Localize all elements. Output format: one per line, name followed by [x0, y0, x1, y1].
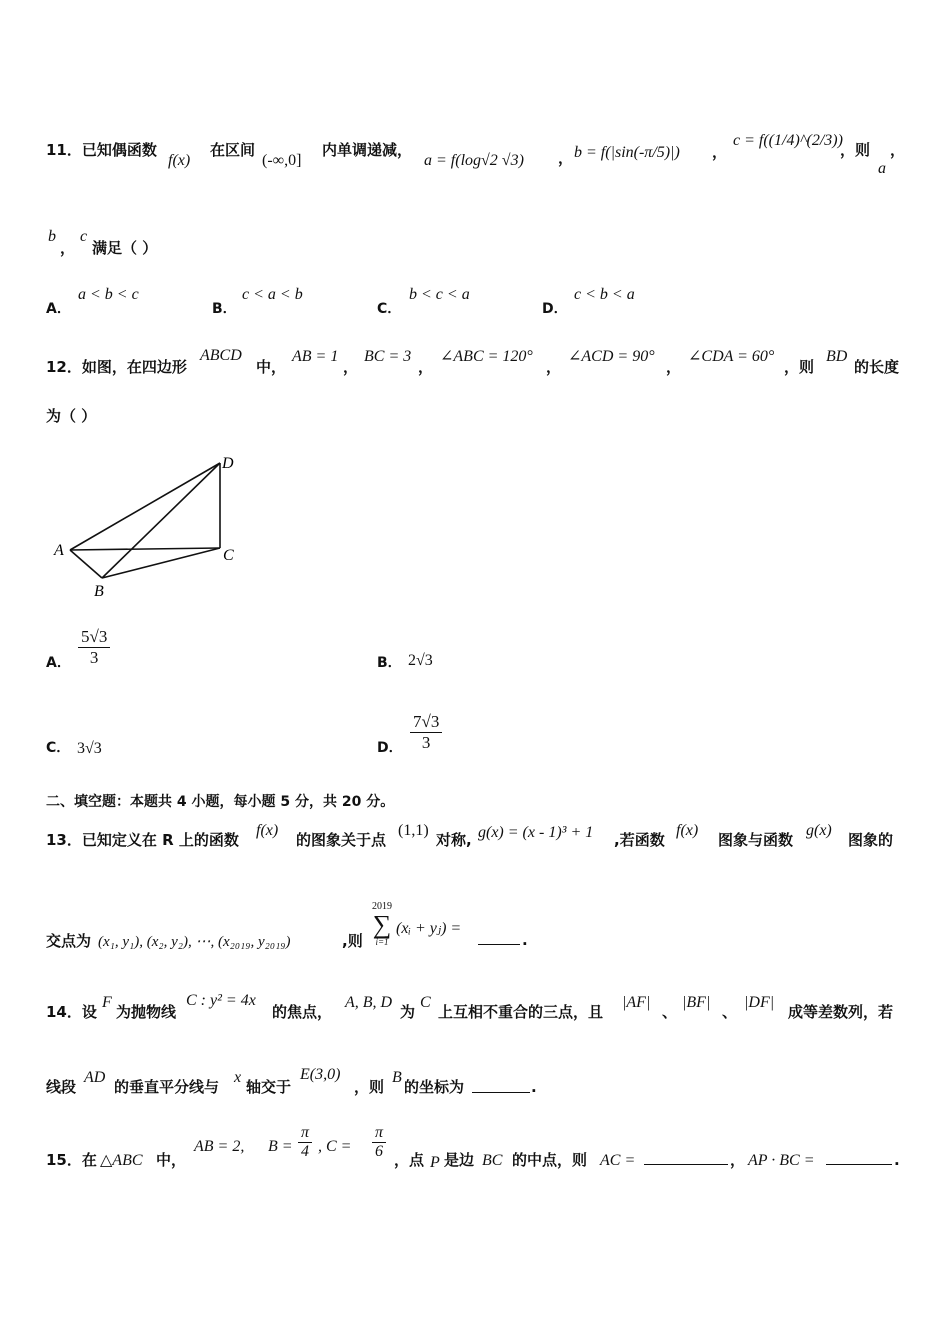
q12-option-c[interactable]: 3√3	[77, 740, 102, 757]
q12-option-a[interactable]	[78, 627, 110, 668]
q12-line1	[46, 357, 187, 377]
q15-b-frac	[298, 1124, 312, 1161]
q13-fx2: f(x)	[676, 822, 699, 839]
q14-text11: 轴交于	[246, 1078, 292, 1096]
q12-option-a-num: 5√3	[78, 627, 110, 648]
q15-angle-b: B =	[268, 1138, 293, 1155]
q11-comma2: ，	[712, 143, 728, 161]
q11-var-c: c	[80, 228, 88, 245]
q12-bc: BC = 3	[364, 348, 412, 365]
q15-line1	[46, 1150, 97, 1170]
q14-text5: 上互相不重合的三点，且	[438, 1003, 604, 1021]
section-2-heading: 二、填空题：本题共 4 小题，每小题 5 分，共 20 分。	[46, 794, 395, 810]
q15-text: 在	[81, 1151, 97, 1169]
q12-abcd: ABCD	[200, 347, 242, 364]
q15-c-den: 6	[375, 1143, 383, 1160]
q11-text4: ，则	[840, 141, 871, 159]
q14-C: C	[420, 994, 431, 1011]
q15-ap-bc: AP · BC =	[748, 1152, 815, 1169]
q13-text8: ,则	[342, 932, 363, 950]
q14-df: |DF|	[744, 994, 775, 1011]
q14-B: B	[392, 1069, 402, 1086]
q14-af: |AF|	[622, 994, 651, 1011]
point-c-label: C	[223, 547, 234, 564]
q12-option-a-frac	[78, 627, 110, 668]
q11-line1	[46, 140, 157, 160]
q13-number: 13．	[46, 831, 82, 849]
q13-points: (x₁, y₁), (x₂, y₂), ⋯, (x₂₀₁₉, y₂₀₁₉)	[98, 934, 291, 950]
q13-period: .	[522, 931, 528, 949]
q15-b-den: 4	[301, 1143, 309, 1160]
q14-text13: 的坐标为	[404, 1078, 465, 1096]
q13-text5: 图象与函数	[718, 831, 794, 849]
q12-option-d-den: 3	[421, 733, 431, 752]
q12-comma3: ，	[546, 358, 562, 376]
point-b-label: B	[94, 583, 104, 600]
q15-text4: 是边	[444, 1151, 475, 1169]
q11-text3: 内单调递减，	[322, 141, 413, 159]
q11-option-b-label[interactable]: B．	[212, 301, 237, 317]
q14-text7: 、	[722, 1003, 738, 1021]
q14-text6: 、	[662, 1003, 678, 1021]
q13-text6: 图象的	[848, 831, 894, 849]
q12-angle-abc: ∠ABC = 120°	[440, 348, 533, 365]
q11-comma3: ，	[890, 141, 906, 159]
q12-option-d-frac	[410, 712, 442, 753]
q11-text: 已知偶函数	[81, 141, 157, 159]
q14-bf: |BF|	[682, 994, 711, 1011]
q14-abd: A, B, D	[345, 994, 393, 1011]
q15-text3: ，点	[394, 1151, 425, 1169]
q13-line1	[46, 830, 239, 850]
q15-P: P	[430, 1154, 440, 1171]
q12-comma1: ，	[343, 358, 359, 376]
q14-E: E(3,0)	[300, 1066, 341, 1083]
q13-answer-blank[interactable]	[478, 944, 520, 945]
q12-option-b-label[interactable]: B．	[377, 655, 402, 671]
q12-angle-acd: ∠ACD = 90°	[568, 348, 655, 365]
q12-figure	[50, 448, 250, 603]
q11-fx: f(x)	[168, 152, 191, 169]
q12-angle-cda: ∠CDA = 60°	[688, 348, 775, 365]
q15-period: .	[894, 1151, 900, 1169]
segment-ab	[70, 550, 102, 578]
q14-text8: 成等差数列，若	[788, 1003, 894, 1021]
q15-ac: AC =	[600, 1152, 636, 1169]
q14-number: 14．	[46, 1003, 82, 1021]
q11-option-a[interactable]: a < b < c	[78, 286, 139, 303]
q12-option-d-label[interactable]: D．	[377, 740, 403, 756]
q15-b-frac-inner	[298, 1124, 312, 1161]
q13-text3: 对称,	[436, 831, 472, 849]
q11-interval: (-∞,0]	[262, 152, 302, 169]
q13-sum-body: (xᵢ + yⱼ) =	[396, 920, 462, 937]
segment-ac	[70, 548, 220, 550]
q11-b-def: b = f(|sin(-π/5)|)	[574, 144, 680, 161]
q12-comma4: ，	[666, 358, 682, 376]
q11-option-c[interactable]: b < c < a	[409, 286, 470, 303]
q15-ac-blank[interactable]	[644, 1164, 728, 1165]
q13-gx2: g(x)	[806, 822, 832, 839]
q11-option-d-label[interactable]: D．	[542, 301, 568, 317]
q14-line1	[46, 1002, 97, 1022]
q14-F: F	[102, 994, 112, 1011]
q14-ad: AD	[84, 1069, 106, 1086]
q14-period: .	[531, 1078, 537, 1096]
q15-angle-c: , C =	[318, 1138, 352, 1155]
q15-text2: 中，	[156, 1151, 187, 1169]
q11-text5: 满足（ ）	[92, 239, 158, 257]
q14-text12: ，则	[354, 1078, 385, 1096]
q12-option-a-label[interactable]: A．	[46, 655, 71, 671]
q11-c-def: c = f((1/4)^(2/3))	[733, 132, 843, 149]
q15-text5: 的中点，则	[512, 1151, 588, 1169]
q13-text7: 交点为	[46, 932, 92, 950]
q15-text6: ，	[730, 1151, 746, 1169]
point-d-label: D	[222, 455, 234, 472]
q13-fx: f(x)	[256, 822, 279, 839]
q15-ab: AB = 2,	[194, 1138, 245, 1155]
segment-bc	[102, 548, 220, 578]
q11-var-a: a	[878, 160, 886, 177]
q12-text4: 的长度	[854, 358, 900, 376]
q15-apbc-blank[interactable]	[826, 1164, 892, 1165]
q11-text2: 在区间	[210, 141, 256, 159]
q11-option-c-label[interactable]: C．	[377, 301, 402, 317]
q12-text5: 为（ ）	[46, 407, 97, 425]
q12-ab: AB = 1	[292, 348, 339, 365]
q11-comma: ，	[558, 149, 574, 167]
q12-option-b[interactable]: 2√3	[408, 652, 433, 669]
q15-c-frac	[372, 1124, 386, 1161]
q12-text2: 中，	[256, 358, 287, 376]
q13-text4: ,若函数	[614, 831, 665, 849]
q12-option-a-den: 3	[89, 648, 99, 667]
q12-comma2: ，	[418, 358, 434, 376]
q14-text10: 的垂直平分线与	[114, 1078, 220, 1096]
q11-a-def: a = f(log√2 √3)	[424, 152, 524, 169]
q15-triangle: △ABC	[100, 1152, 143, 1169]
q12-option-d[interactable]	[410, 712, 442, 753]
q14-text3: 的焦点，	[272, 1003, 333, 1021]
q14-parabola: C : y² = 4x	[186, 992, 256, 1009]
q13-gx: g(x) = (x - 1)³ + 1	[478, 824, 594, 841]
q14-text2: 为抛物线	[116, 1003, 177, 1021]
q14-answer-blank[interactable]	[472, 1092, 530, 1093]
q11-number: 11．	[46, 141, 82, 159]
q13-summation	[370, 902, 394, 947]
q14-x: x	[234, 1069, 242, 1086]
q12-text3: ，则	[784, 358, 815, 376]
q11-option-b[interactable]: c < a < b	[242, 286, 303, 303]
q11-option-d[interactable]: c < b < a	[574, 286, 635, 303]
q15-c-frac-inner	[372, 1124, 386, 1161]
q13-point: (1,1)	[398, 822, 429, 839]
q12-bd: BD	[826, 348, 848, 365]
q11-option-a-label[interactable]: A．	[46, 301, 71, 317]
q12-option-c-label[interactable]: C．	[46, 740, 71, 756]
q11-var-b: b	[48, 228, 56, 245]
q15-c-num: π	[372, 1124, 386, 1143]
q14-text9: 线段	[46, 1078, 77, 1096]
point-a-label: A	[54, 542, 64, 559]
q13-sum-lower: i=1	[375, 937, 389, 947]
q14-text4: 为	[400, 1003, 416, 1021]
q13-text: 已知定义在 R 上的函数	[81, 831, 239, 849]
q13-sum-upper: 2019	[372, 901, 392, 912]
q11-comma4: ，	[60, 239, 76, 257]
q15-b-num: π	[298, 1124, 312, 1143]
q13-text2: 的图象关于点	[296, 831, 387, 849]
q15-number: 15．	[46, 1151, 82, 1169]
q12-option-d-num: 7√3	[410, 712, 442, 733]
q15-BC: BC	[482, 1152, 503, 1169]
q12-number: 12．	[46, 358, 82, 376]
q12-text: 如图，在四边形	[81, 358, 187, 376]
sigma-icon: ∑	[372, 910, 392, 939]
q14-text: 设	[81, 1003, 97, 1021]
